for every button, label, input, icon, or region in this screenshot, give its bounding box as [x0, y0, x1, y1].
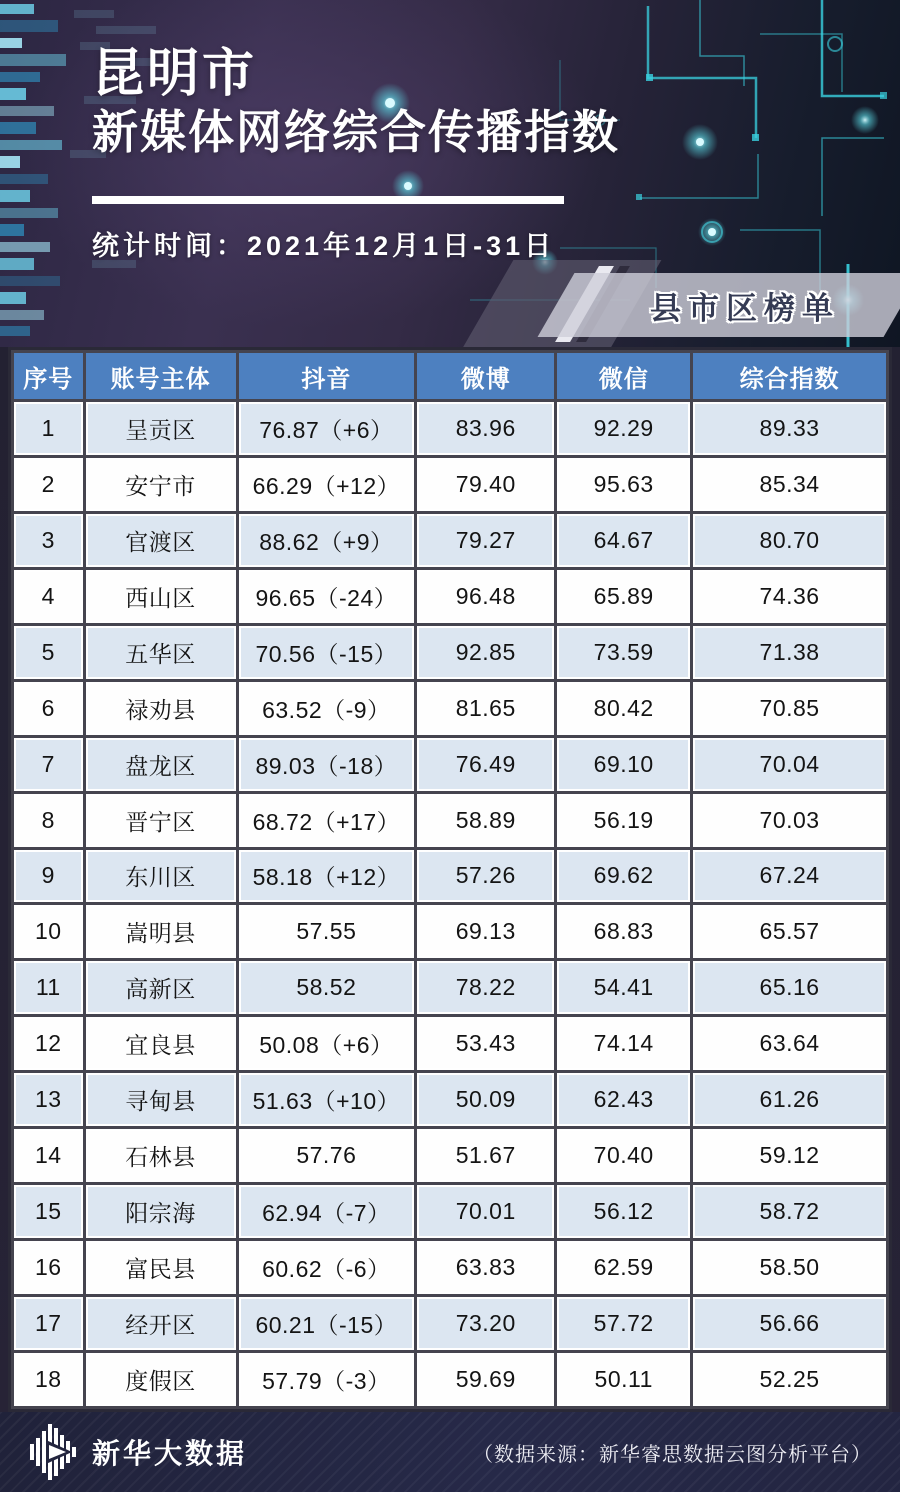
index-cell: 71.38 [693, 626, 886, 679]
index-cell: 58.72 [693, 1185, 886, 1238]
table-row [14, 458, 886, 511]
entity-cell: 禄劝县 [86, 682, 236, 735]
douyin-cell: 60.21（-15） [239, 1297, 415, 1350]
weibo-cell: 69.13 [417, 905, 554, 958]
weibo-cell: 79.40 [417, 458, 554, 511]
rank-cell: 13 [14, 1073, 83, 1126]
index-cell: 70.03 [693, 794, 886, 847]
rank-cell: 4 [14, 570, 83, 623]
wechat-cell: 74.14 [557, 1017, 690, 1070]
weibo-cell: 57.26 [417, 850, 554, 903]
douyin-cell: 76.87（+6） [239, 402, 415, 455]
entity-cell: 五华区 [86, 626, 236, 679]
entity-cell: 西山区 [86, 570, 236, 623]
rank-cell: 11 [14, 961, 83, 1014]
wechat-cell: 69.10 [557, 738, 690, 791]
wechat-cell: 80.42 [557, 682, 690, 735]
rank-cell: 18 [14, 1353, 83, 1406]
wechat-cell: 95.63 [557, 458, 690, 511]
weibo-cell: 78.22 [417, 961, 554, 1014]
table-row [14, 905, 886, 958]
entity-cell: 安宁市 [86, 458, 236, 511]
entity-cell: 高新区 [86, 961, 236, 1014]
table-row [14, 402, 886, 455]
table-row [14, 682, 886, 735]
rank-cell: 15 [14, 1185, 83, 1238]
rank-cell: 7 [14, 738, 83, 791]
entity-cell: 嵩明县 [86, 905, 236, 958]
wechat-cell: 69.62 [557, 850, 690, 903]
douyin-cell: 63.52（-9） [239, 682, 415, 735]
ranking-table-section [0, 347, 900, 1412]
entity-cell: 度假区 [86, 1353, 236, 1406]
douyin-cell: 66.29（+12） [239, 458, 415, 511]
entity-cell: 东川区 [86, 850, 236, 903]
douyin-cell: 58.18（+12） [239, 850, 415, 903]
wechat-cell: 56.12 [557, 1185, 690, 1238]
column-header-weibo: 微博 [417, 353, 554, 399]
index-cell: 80.70 [693, 514, 886, 567]
wechat-cell: 65.89 [557, 570, 690, 623]
rank-cell: 6 [14, 682, 83, 735]
rank-cell: 17 [14, 1297, 83, 1350]
table-header-row [14, 353, 886, 399]
rank-cell: 5 [14, 626, 83, 679]
rank-cell: 3 [14, 514, 83, 567]
rank-cell: 2 [14, 458, 83, 511]
wechat-cell: 62.43 [557, 1073, 690, 1126]
title-underline [92, 196, 564, 204]
badge-label: 县市区榜单 [650, 291, 840, 326]
douyin-cell: 89.03（-18） [239, 738, 415, 791]
index-cell: 85.34 [693, 458, 886, 511]
table-row [14, 626, 886, 679]
brand-name: 新华大数据 [92, 1438, 248, 1469]
table-row [14, 794, 886, 847]
column-header-wechat: 微信 [557, 353, 690, 399]
table-row [14, 570, 886, 623]
rank-cell: 16 [14, 1241, 83, 1294]
douyin-cell: 51.63（+10） [239, 1073, 415, 1126]
index-cell: 89.33 [693, 402, 886, 455]
table-row [14, 850, 886, 903]
douyin-cell: 62.94（-7） [239, 1185, 415, 1238]
weibo-cell: 51.67 [417, 1129, 554, 1182]
rank-cell: 14 [14, 1129, 83, 1182]
index-cell: 52.25 [693, 1353, 886, 1406]
page-title [92, 44, 620, 160]
table-row [14, 1185, 886, 1238]
wechat-cell: 73.59 [557, 626, 690, 679]
wechat-cell: 54.41 [557, 961, 690, 1014]
entity-cell: 呈贡区 [86, 402, 236, 455]
weibo-cell: 58.89 [417, 794, 554, 847]
brand-group [30, 1423, 247, 1481]
index-cell: 59.12 [693, 1129, 886, 1182]
index-cell: 61.26 [693, 1073, 886, 1126]
entity-cell: 经开区 [86, 1297, 236, 1350]
index-cell: 67.24 [693, 850, 886, 903]
wechat-cell: 62.59 [557, 1241, 690, 1294]
index-cell: 70.85 [693, 682, 886, 735]
rank-cell: 10 [14, 905, 83, 958]
table-body [14, 402, 886, 1406]
table-row [14, 1017, 886, 1070]
table-row [14, 738, 886, 791]
table-row [14, 961, 886, 1014]
table-row [14, 1241, 886, 1294]
column-header-douyin: 抖音 [239, 353, 415, 399]
douyin-cell: 57.55 [239, 905, 415, 958]
rank-cell: 1 [14, 402, 83, 455]
wechat-cell: 70.40 [557, 1129, 690, 1182]
weibo-cell: 73.20 [417, 1297, 554, 1350]
weibo-cell: 83.96 [417, 402, 554, 455]
column-header-entity: 账号主体 [86, 353, 236, 399]
table-row [14, 514, 886, 567]
wechat-cell: 50.11 [557, 1353, 690, 1406]
weibo-cell: 63.83 [417, 1241, 554, 1294]
column-header-index: 综合指数 [693, 353, 886, 399]
weibo-cell: 96.48 [417, 570, 554, 623]
entity-cell: 阳宗海 [86, 1185, 236, 1238]
entity-cell: 官渡区 [86, 514, 236, 567]
douyin-cell: 50.08（+6） [239, 1017, 415, 1070]
weibo-cell: 53.43 [417, 1017, 554, 1070]
index-cell: 58.50 [693, 1241, 886, 1294]
entity-cell: 晋宁区 [86, 794, 236, 847]
index-cell: 65.16 [693, 961, 886, 1014]
weibo-cell: 70.01 [417, 1185, 554, 1238]
rank-cell: 12 [14, 1017, 83, 1070]
entity-cell: 寻甸县 [86, 1073, 236, 1126]
title-index: 新媒体网络综合传播指数 [92, 106, 620, 159]
weibo-cell: 59.69 [417, 1353, 554, 1406]
ranking-table [8, 347, 892, 1412]
footer [0, 1412, 900, 1492]
weibo-cell: 50.09 [417, 1073, 554, 1126]
wechat-cell: 92.29 [557, 402, 690, 455]
douyin-cell: 70.56（-15） [239, 626, 415, 679]
douyin-cell: 57.76 [239, 1129, 415, 1182]
index-cell: 70.04 [693, 738, 886, 791]
weibo-cell: 79.27 [417, 514, 554, 567]
stat-period: 统计时间：2021年12月1日-31日 [92, 231, 556, 261]
wechat-cell: 64.67 [557, 514, 690, 567]
wechat-cell: 68.83 [557, 905, 690, 958]
weibo-cell: 81.65 [417, 682, 554, 735]
douyin-cell: 96.65（-24） [239, 570, 415, 623]
wechat-cell: 57.72 [557, 1297, 690, 1350]
table-row [14, 1129, 886, 1182]
index-cell: 63.64 [693, 1017, 886, 1070]
index-cell: 65.57 [693, 905, 886, 958]
rank-cell: 8 [14, 794, 83, 847]
weibo-cell: 76.49 [417, 738, 554, 791]
index-cell: 56.66 [693, 1297, 886, 1350]
entity-cell: 宜良县 [86, 1017, 236, 1070]
douyin-cell: 60.62（-6） [239, 1241, 415, 1294]
table-row [14, 1353, 886, 1406]
douyin-cell: 88.62（+9） [239, 514, 415, 567]
douyin-cell: 57.79（-3） [239, 1353, 415, 1406]
column-header-rank: 序号 [14, 353, 83, 399]
rank-cell: 9 [14, 850, 83, 903]
douyin-cell: 58.52 [239, 961, 415, 1014]
title-city: 昆明市 [92, 45, 258, 103]
data-source-note: （数据来源：新华睿思数据云图分析平台） [473, 1443, 872, 1466]
douyin-cell: 68.72（+17） [239, 794, 415, 847]
xinhua-logo-icon [30, 1423, 78, 1481]
wechat-cell: 56.19 [557, 794, 690, 847]
entity-cell: 富民县 [86, 1241, 236, 1294]
entity-cell: 石林县 [86, 1129, 236, 1182]
hero-banner [0, 0, 900, 347]
weibo-cell: 92.85 [417, 626, 554, 679]
index-cell: 74.36 [693, 570, 886, 623]
table-row [14, 1297, 886, 1350]
table-row [14, 1073, 886, 1126]
entity-cell: 盘龙区 [86, 738, 236, 791]
